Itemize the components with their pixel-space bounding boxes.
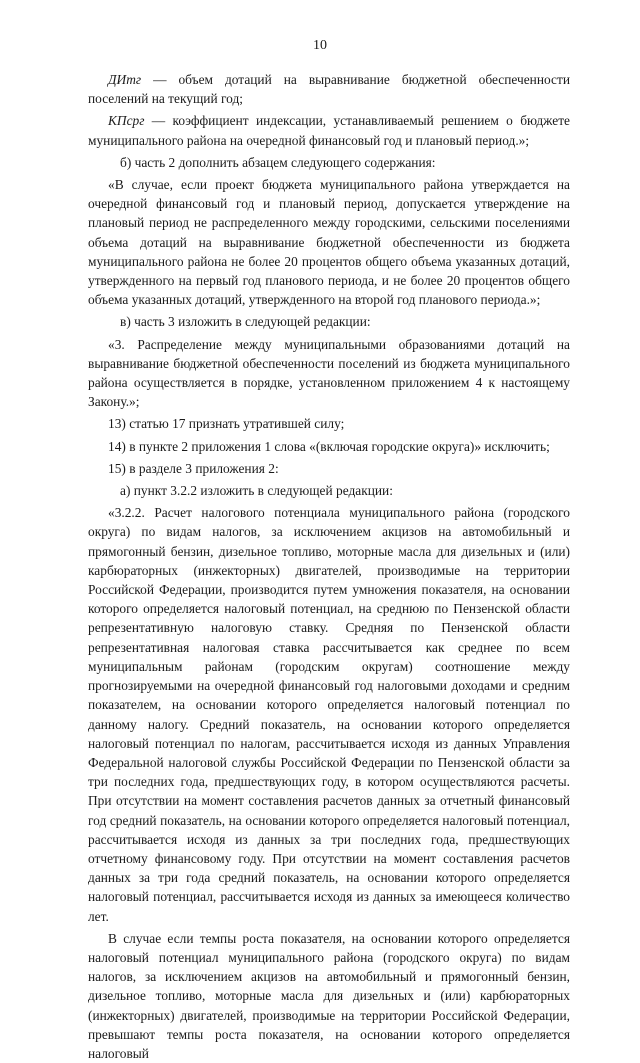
item-15: 15) в разделе 3 приложения 2: [108, 460, 279, 476]
variable-symbol: КПсрг [108, 113, 145, 129]
item-13: 13) статью 17 признать утратившей силу; [108, 416, 345, 432]
document-body [88, 70, 570, 1063]
definition-text: — коэффициент индексации, устанавливаемый решением о бюджете муниципального района на очередной финансовый год и плановый период.»; [88, 113, 570, 148]
definition-text: — объем дотаций на выравнивание бюджетной обеспеченности поселений на текущий год; [88, 72, 570, 107]
subitem-a: а) пункт 3.2.2 изложить в следующей редакции: [120, 483, 393, 499]
definition-dotation-volume [88, 70, 570, 108]
page-number: 10 [313, 38, 327, 53]
body-paragraph: В случае если темпы роста показателя, на основании которого определяется налоговый потенциал муниципального района (городского округа) по видам налогов, за исключением акцизов на автомобильный и прямогонный бензин, дизельное топливо, моторные масла для дизельных и (или) карбюраторных (инжекторных) двигателей, производимые на территории Российской Федерации, превышают темпы роста показателя, на основании которого определяется налоговый [88, 930, 570, 1061]
quoted-paragraph: «3.2.2. Расчет налогового потенциала муниципального района (городского округа) по видам налогов, за исключением акцизов на автомобильный и прямогонный бензин, дизельное топливо, моторные масла для дизельных и (или) карбюраторных (инжекторных) двигателей, производимые на территории Российской Федерации, производится путем умножения показателя, на основании которого определяется налоговый потенциал, на среднюю по Пензенской области репрезентативную налоговую ставку. Средняя по Пензенской области репрезентативная налоговая ставка рассчитывается как среднее по всем муниципальным районам (городским округам) соотношение между прогнозируемыми на очередной финансовый год налоговыми доходами и средним показателем, на основании которого определяется налоговый потенциал по данному налогу. Средний показатель, на основании которого определяется налоговый потенциал по налогам, рассчитывается исходя из данных Управления Федеральной налоговой службы Российской Федерации по Пензенской области за три последних года, предшествующих году, в котором осуществляются расчеты. При отсутствии на момент составления расчетов данных за отчетный финансовый год средний показатель, на основании которого определяется налоговый потенциал, рассчитывается исходя из данных за три последних года, предшествующих отчетному финансовому году. При отсутствии на момент составления расчетов данных за три года средний показатель, на основании которого определяется налоговый потенциал, рассчитывается исходя из данных за имеющееся количество лет. [88, 505, 570, 924]
quoted-paragraph: «3. Распределение между муниципальными образованиями дотаций на выравнивание бюджетной обеспеченности поселений из бюджета муниципального района осуществляется в порядке, установленном приложением 4 к настоящему Закону.»; [88, 336, 570, 410]
subitem-v: в) часть 3 изложить в следующей редакции: [120, 314, 371, 330]
variable-symbol: ДИтг [108, 72, 142, 87]
definition-index-coefficient [88, 111, 570, 149]
item-14: 14) в пункте 2 приложения 1 слова «(включая городские округа)» исключить; [108, 438, 550, 454]
quoted-paragraph: «В случае, если проект бюджета муниципального района утверждается на очередной финансовый год и плановый период, допускается утверждение на плановый период не распределенного между городскими, сельскими поселениями объема дотаций на выравнивание бюджетной обеспеченности из бюджета муниципального района не более 20 процентов общего объема указанных дотаций, утвержденного на первый год планового периода, и не более 20 процентов общего объема указанных дотаций, утвержденного на второй год планового периода.»; [88, 177, 570, 308]
subitem-b: б) часть 2 дополнить абзацем следующего содержания: [120, 154, 436, 170]
